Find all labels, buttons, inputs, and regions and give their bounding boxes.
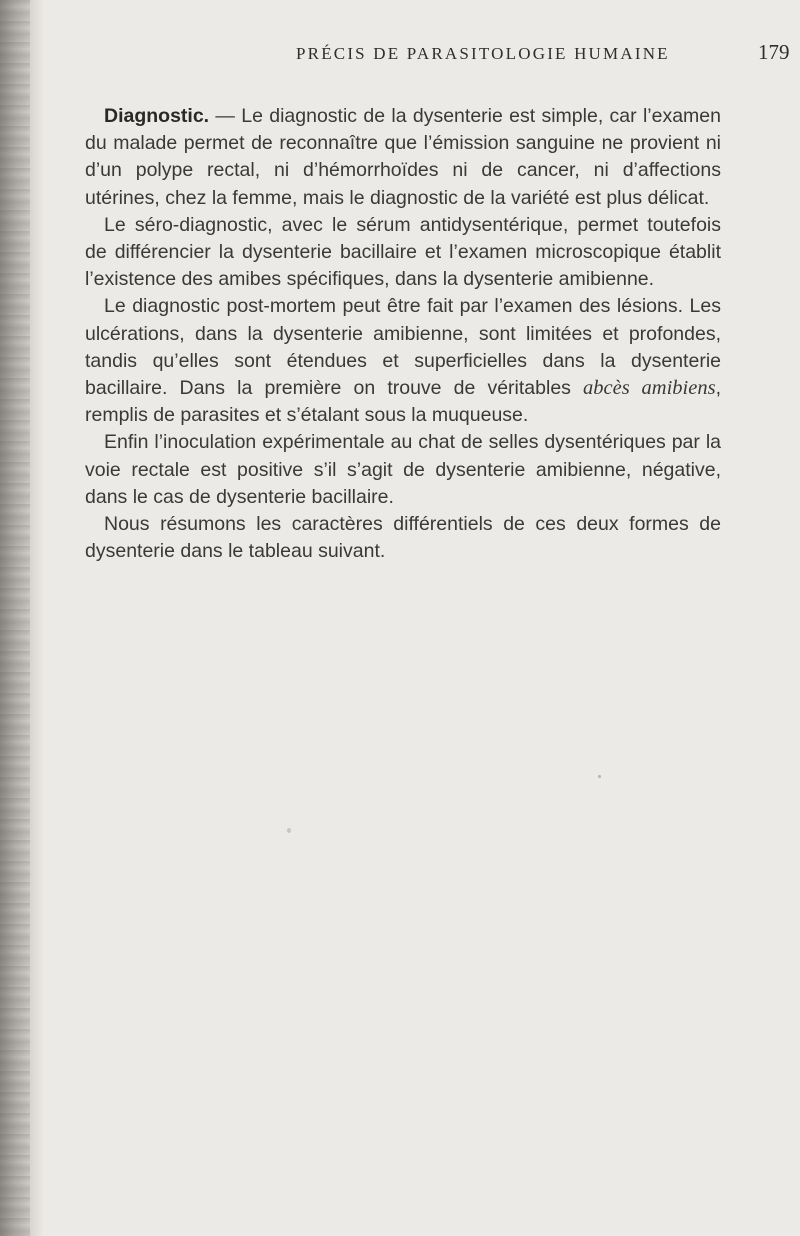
paragraph-diagnostic-text: — Le diagnostic de la dysenterie est simple, car l’examen du malade permet de reconnaître que l’émission sanguine ne provient ni d’un polype rectal, ni d’hémorrhoïdes ni de cancer, ni d’affections utérines, chez la femme, mais le diagnostic de la variété est plus délicat. <box>85 105 721 209</box>
body-text <box>85 103 721 565</box>
paper-speck <box>287 828 291 833</box>
page-number: 179 <box>758 40 790 64</box>
paragraph-summary: Nous résumons les caractères différentiels de ces deux formes de dysenterie dans le tableau suivant. <box>85 513 721 563</box>
paragraph-inoculation: Enfin l’inoculation expérimentale au chat de selles dysentériques par la voie rectale est positive s’il s’agit de dysenterie amibienne, négative, dans le cas de dysenterie bacillaire. <box>85 431 721 508</box>
running-header-title: PRÉCIS DE PARASITOLOGIE HUMAINE <box>296 44 670 63</box>
paper-speck <box>598 775 601 778</box>
paragraph-diagnostic <box>85 103 721 212</box>
paragraph-post-mortem-text-start: Le diagnostic post-mortem peut être fait par l’examen des lésions. Les ulcérations, dans la dysenterie amibienne, sont limitées et profondes, tandis qu’elles sont étendues et superficielles dans la dysenterie bacillaire. Dans la première on trouve de véritables <box>85 295 721 400</box>
section-lead-term: Diagnostic. <box>104 105 210 127</box>
paragraph-post-mortem-text-end: , remplis de parasites et s’étalant sous la muqueuse. <box>85 377 721 427</box>
paragraph-post-mortem <box>85 293 721 429</box>
page-edge-texture <box>0 0 30 1236</box>
italic-term-abces-amibiens: abcès amibiens <box>583 377 716 400</box>
paragraph-sero-diagnostic: Le séro-diagnostic, avec le sérum antidysentérique, permet toutefois de différencier la dysenterie bacillaire et l’examen microscopique établit l’existence des amibes spécifiques, dans la dysenterie amibienne. <box>85 213 721 291</box>
running-header <box>100 40 800 74</box>
